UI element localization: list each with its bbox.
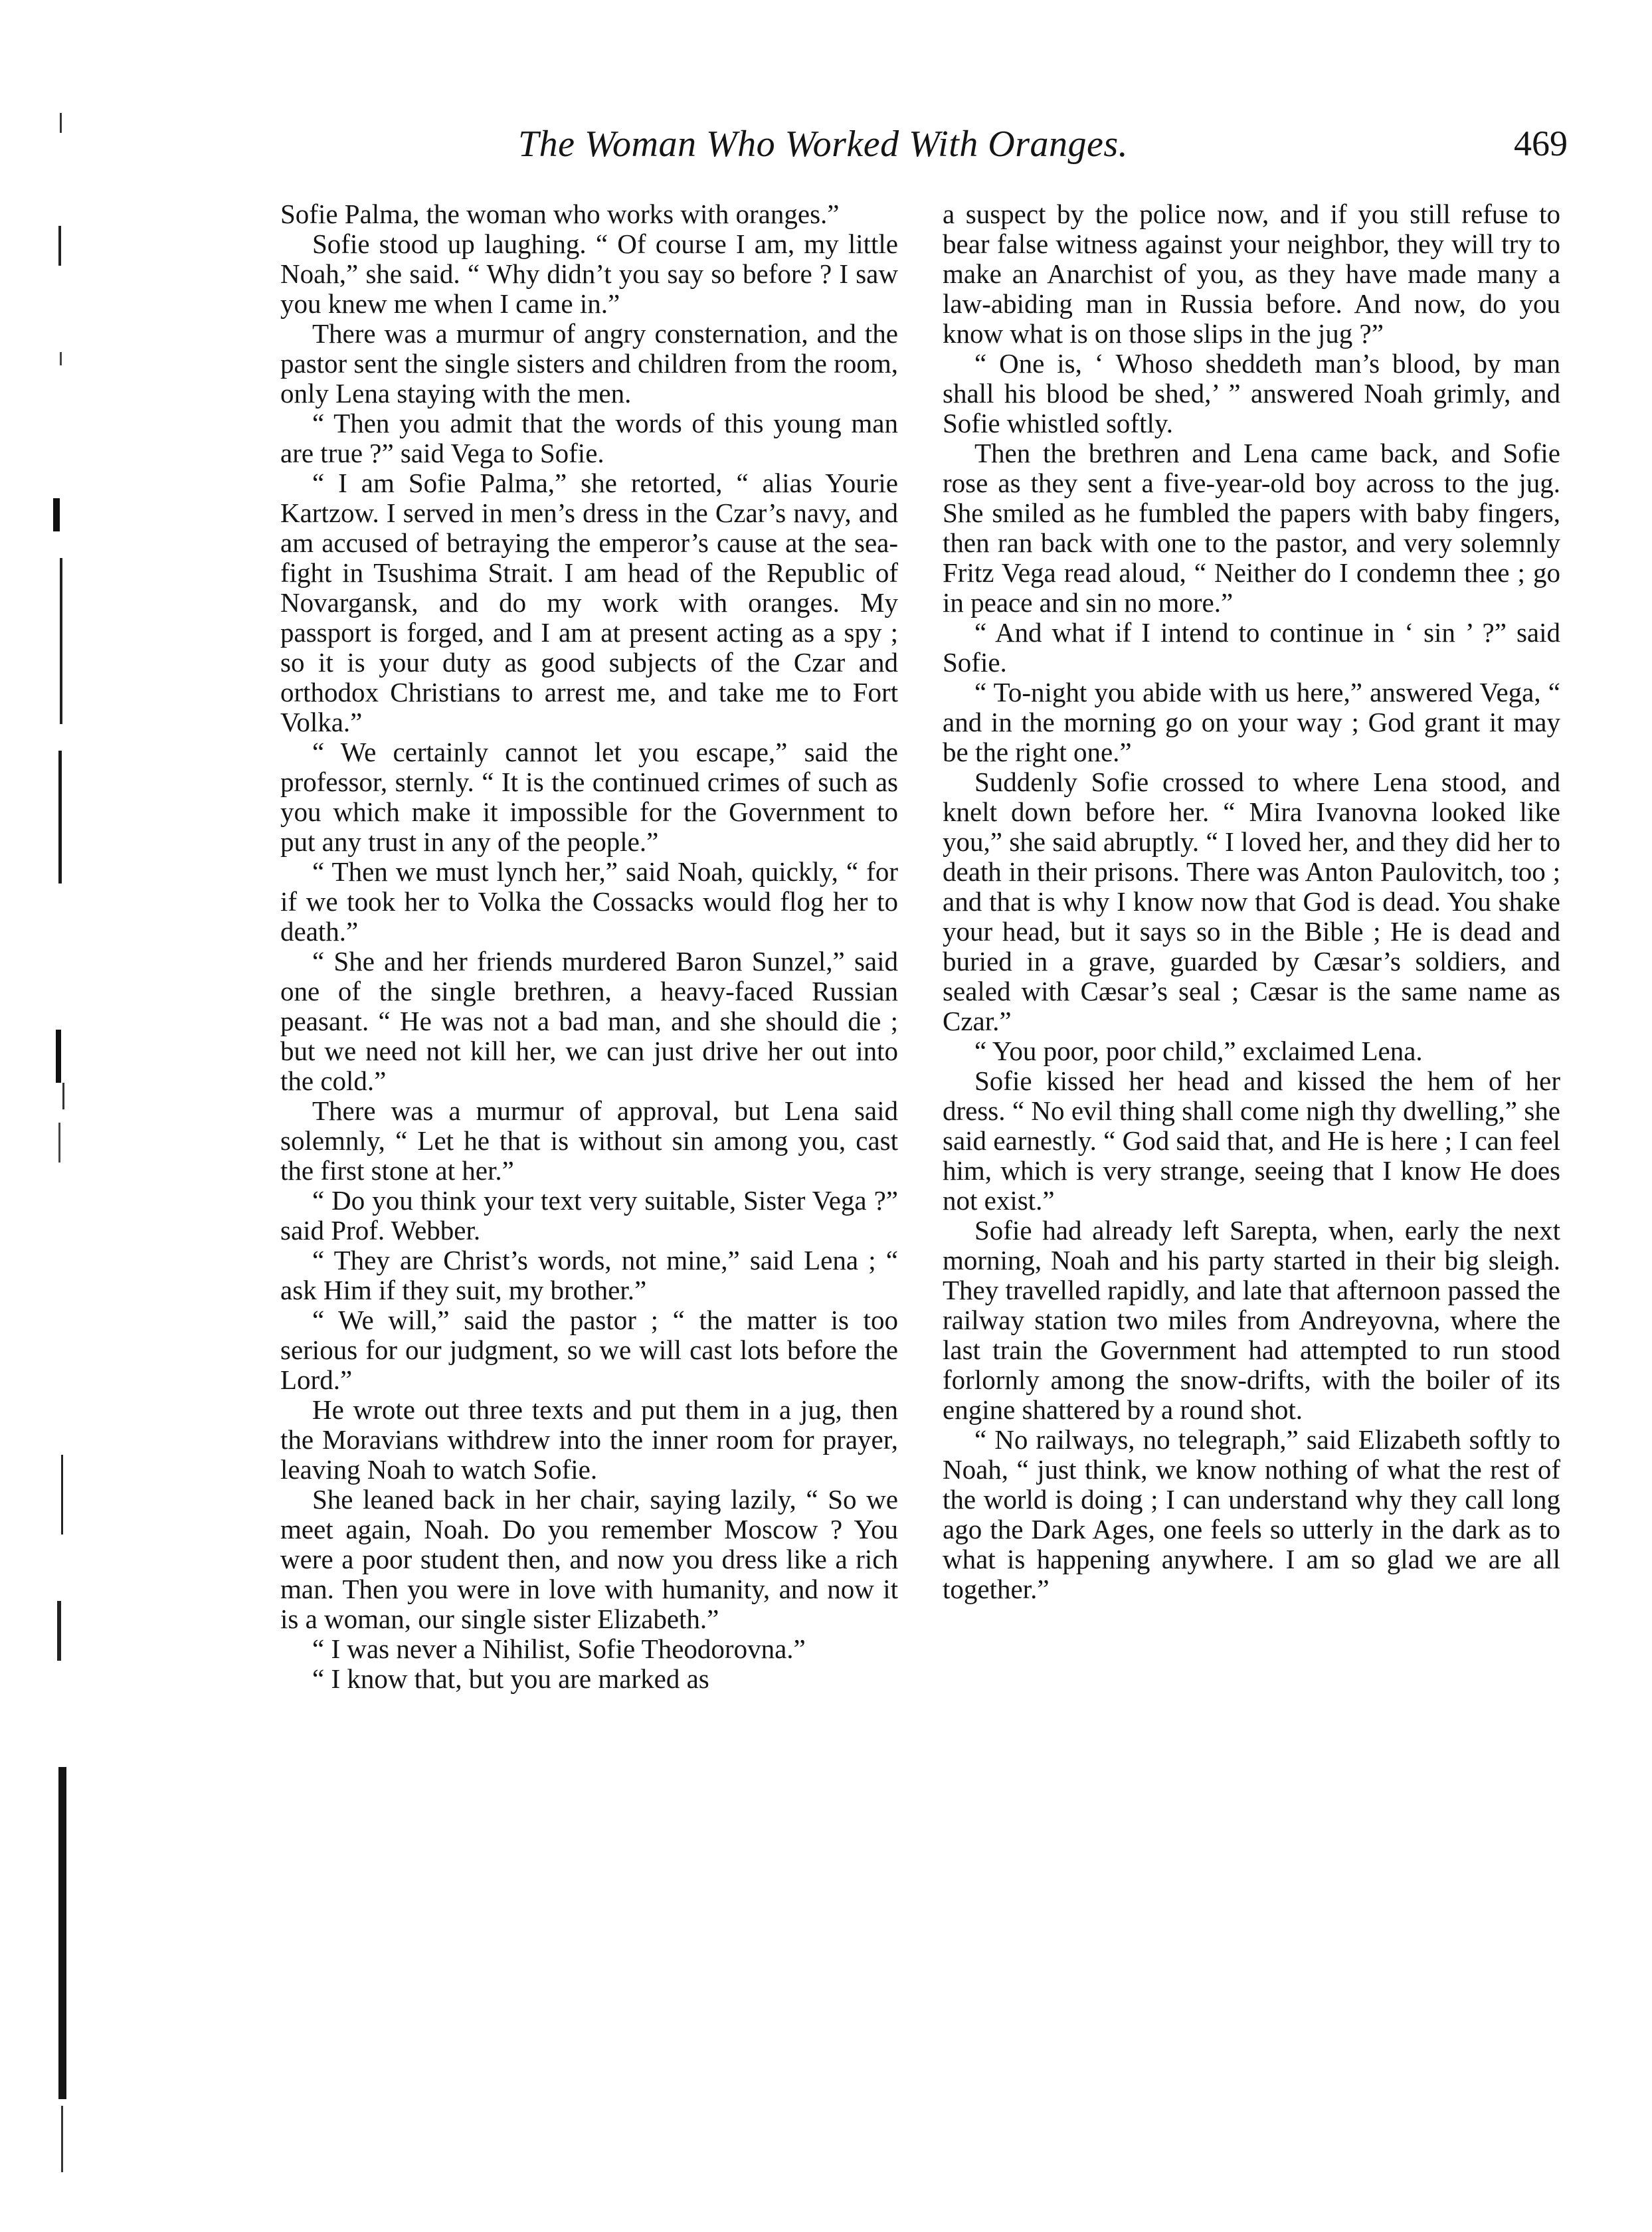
page-number: 469: [1514, 124, 1568, 163]
paragraph: He wrote out three texts and put them in a jug, then the Moravians withdrew into the inner room for prayer, leaving Noah to watch Sofie.: [280, 1394, 898, 1485]
paragraph: “ I know that, but you are marked as: [312, 1663, 709, 1694]
paragraph: She leaned back in her chair, saying lazily, “ So we meet again, Noah. Do you remember Moscow ? You were a poor student then, and now you dress like a rich man. Then you were in love with humanity, and now it is a woman, our single sister Elizabeth.”: [280, 1484, 898, 1634]
paragraph: Sofie stood up laughing. “ Of course I am, my little Noah,” she said. “ Why didn’t you say so before ? I saw you knew me when I came in.”: [280, 229, 898, 319]
paragraph: “ You poor, poor child,” exclaimed Lena.: [974, 1036, 1423, 1066]
scan-edge-marks: [48, 73, 74, 2212]
paragraph: Then the brethren and Lena came back, and Sofie rose as they sent a five-year-old boy across to the jug. She smiled as he fumbled the papers with baby fingers, then ran back with one to the pastor, and very solemnly Fritz Vega read aloud, “ Neither do I condemn thee ; go in peace and sin no more.”: [943, 438, 1560, 618]
paragraph: “ We certainly cannot let you escape,” said the professor, sternly. “ It is the continued crimes of such as you which make it impossible for the Government to put any trust in any of the people.”: [280, 737, 898, 857]
paragraph: “ We will,” said the pastor ; “ the matter is too serious for our judgment, so we will cast lots before the Lord.”: [280, 1305, 898, 1395]
paragraph: Sofie had already left Sarepta, when, early the next morning, Noah and his party started in their big sleigh. They travelled rapidly, and late that afternoon passed the railway station two miles from Andreyovna, where the last train the Government had attempted to run stood forlornly among the snow-drifts, with the boiler of its engine shattered by a round shot.: [943, 1215, 1560, 1425]
paragraph: Sofie kissed her head and kissed the hem of her dress. “ No evil thing shall come nigh thy dwelling,” she said earnestly. “ God said that, and He is here ; I can feel him, which is very strange, seeing that I know He does not exist.”: [943, 1066, 1560, 1216]
paragraph: There was a murmur of angry consternation, and the pastor sent the single sisters and children from the room, only Lena staying with the men.: [280, 318, 898, 409]
paragraph: “ I am Sofie Palma,” she retorted, “ alias Yourie Kartzow. I served in men’s dress in the Czar’s navy, and am accused of betraying the emperor’s cause at the sea-fight in Tsushima Strait. I am head of the Republic of Novargansk, and do my work with oranges. My passport is forged, and I am at present acting as a spy ; so it is your duty as good subjects of the Czar and orthodox Christians to arrest me, and take me to Fort Volka.”: [280, 468, 898, 737]
page-header: [518, 123, 1568, 183]
paragraph: Sofie Palma, the woman who works with oranges.”: [280, 199, 840, 229]
paragraph: “ And what if I intend to continue in ‘ sin ’ ?” said Sofie.: [943, 617, 1560, 678]
paragraph: “ No railways, no telegraph,” said Elizabeth softly to Noah, “ just think, we know nothing of what the rest of the world is doing ; I can understand why they call long ago the Dark Ages, one feels so utterly in the dark as to what is happening anywhere. I am so glad we are all together.”: [943, 1424, 1560, 1604]
paragraph: “ Then we must lynch her,” said Noah, quickly, “ for if we took her to Volka the Cossacks would flog her to death.”: [280, 856, 898, 947]
paragraph: “ Do you think your text very suitable, Sister Vega ?” said Prof. Webber.: [280, 1185, 898, 1246]
paragraph: “ To-night you abide with us here,” answered Vega, “ and in the morning go on your way ; God grant it may be the right one.”: [943, 677, 1560, 767]
paragraph: “ One is, ‘ Whoso sheddeth man’s blood, by man shall his blood be shed,’ ” answered Noah grimly, and Sofie whistled softly.: [943, 348, 1560, 438]
right-column: [943, 199, 1560, 1604]
paragraph: “ They are Christ’s words, not mine,” said Lena ; “ ask Him if they suit, my brother.”: [280, 1245, 898, 1305]
paragraph: “ She and her friends murdered Baron Sunzel,” said one of the single brethren, a heavy-faced Russian peasant. “ He was not a bad man, and she should die ; but we need not kill her, we can just drive her out into the cold.”: [280, 946, 898, 1096]
paragraph: a suspect by the police now, and if you still refuse to bear false witness against your neighbor, they will try to make an Anarchist of you, as they have made many a law-abiding man in Russia before. And now, do you know what is on those slips in the jug ?”: [943, 199, 1560, 349]
paragraph: “ Then you admit that the words of this young man are true ?” said Vega to Sofie.: [280, 408, 898, 468]
paragraph: There was a murmur of approval, but Lena said solemnly, “ Let he that is without sin among you, cast the first stone at her.”: [280, 1095, 898, 1186]
left-column: [280, 199, 898, 1694]
paragraph: “ I was never a Nihilist, Sofie Theodorovna.”: [312, 1633, 806, 1664]
running-title: The Woman Who Worked With Oranges.: [518, 124, 1129, 165]
paragraph: Suddenly Sofie crossed to where Lena stood, and knelt down before her. “ Mira Ivanovna looked like you,” she said abruptly. “ I loved her, and they did her to death in their prisons. There was Anton Paulovitch, too ; and that is why I know now that God is dead. You shake your head, but it says so in the Bible ; He is dead and buried in a grave, guarded by Cæsar’s soldiers, and sealed with Cæsar’s seal ; Cæsar is the same name as Czar.”: [943, 767, 1560, 1036]
